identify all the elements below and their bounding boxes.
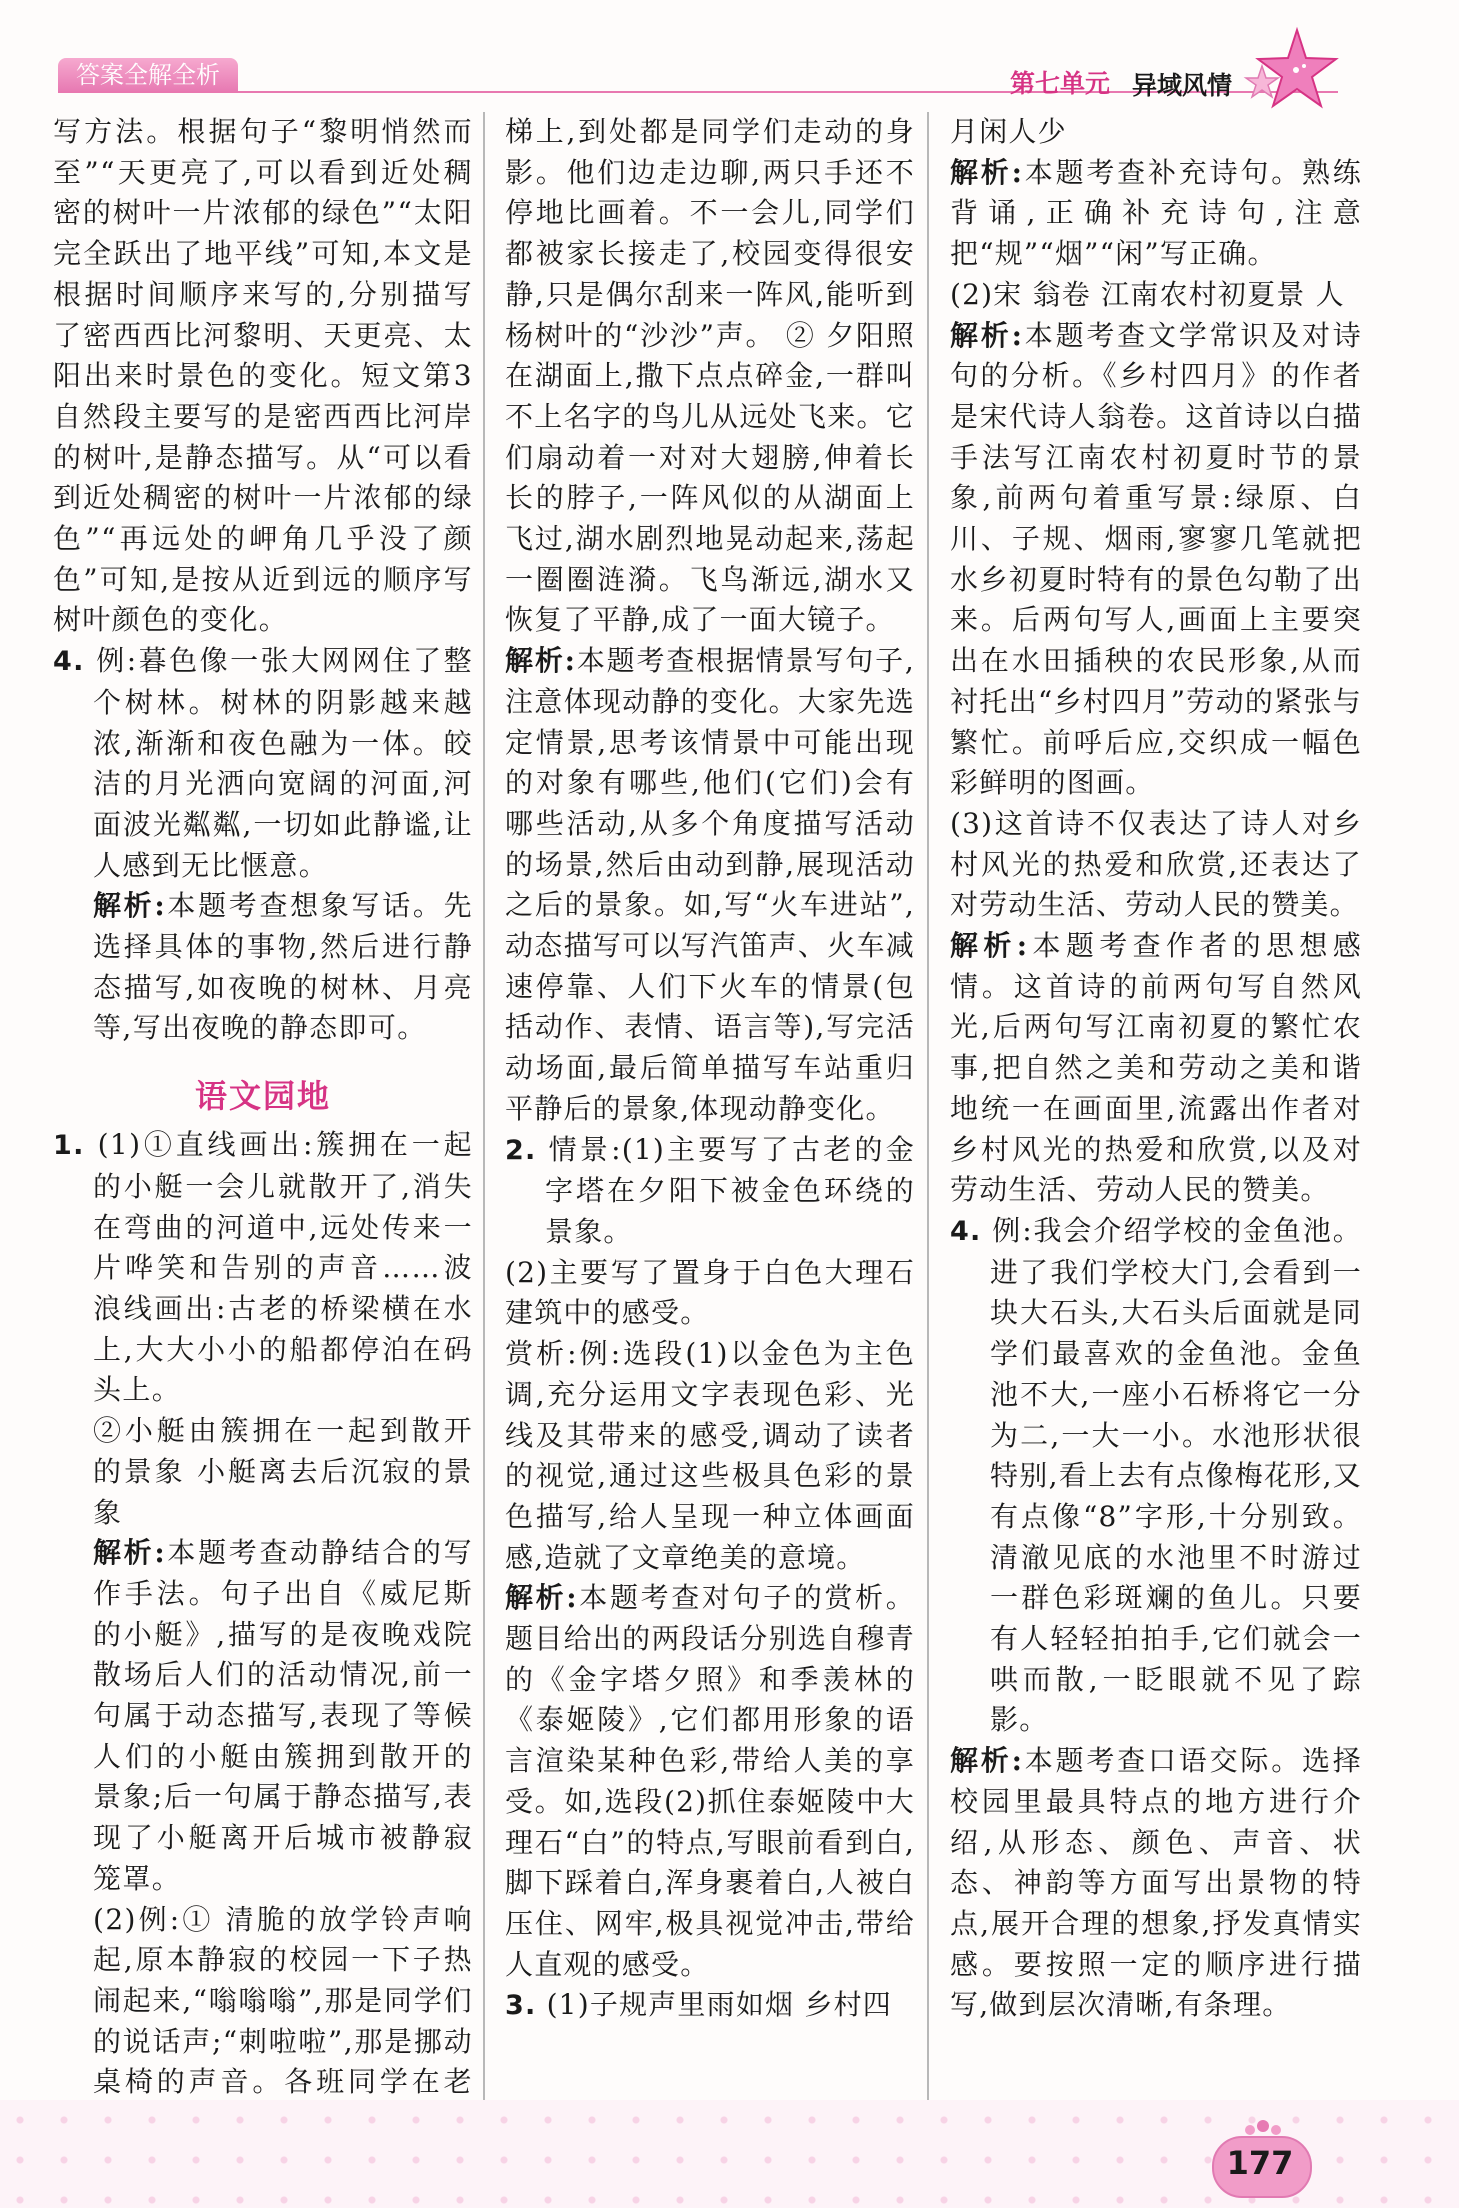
analysis-s1 [53, 1533, 473, 1899]
analysis-label: 解析: [93, 1536, 167, 1570]
question-number: 1. [53, 1130, 85, 1162]
page-number: 177 [1226, 2144, 1294, 2182]
answer-s1-part3: (2)例:① 清脆的放学铃声响起,原本静寂的校园一下子热闹起来,“嗡嗡嗡”,那是同学们的说话声;“刺啦啦”,那是挪动桌椅的声音。各班同学在老 [93, 1902, 473, 2099]
answer-s1-part2: ②小艇由簇拥在一起到散开的景象 小艇离去后沉寂的景象 [93, 1414, 473, 1529]
analysis-3-2 [950, 316, 1362, 804]
answer-4 [53, 641, 473, 886]
section-title: 语文园地 [194, 1077, 331, 1116]
analysis-s1-2 [505, 641, 915, 1129]
analysis-text: 本题考查想象写话。先选择具体的事物,然后进行静态描写,如夜晚的树林、月亮等,写出夜晚的静态即可。 [93, 889, 473, 1045]
question-number: 3. [505, 1990, 537, 2022]
question-number: 4. [53, 646, 85, 678]
decorative-dots-icon [1238, 2118, 1288, 2138]
analysis-2 [505, 1578, 915, 1985]
answer-s1 [53, 1125, 473, 1411]
column-middle [505, 112, 915, 2027]
page-header [0, 0, 1459, 110]
answer-text: (1)子规声里雨如烟 乡村四 [546, 1988, 892, 2022]
column-right [950, 112, 1362, 2026]
answer-text: (1)①直线画出:簇拥在一起的小艇一会儿就散开了,消失在弯曲的河道中,远处传来一片哗笑和告别的声音……波浪线画出:古老的桥梁横在水上,大大小小的船都停泊在码头上。 [93, 1128, 473, 1407]
analysis-label: 解析: [950, 155, 1024, 189]
star-icon [1242, 26, 1342, 116]
answer-3-2: (2)宋 翁卷 江南农村初夏景 人 [950, 277, 1345, 311]
column-left [53, 112, 473, 2184]
unit-title: 异域风情 [1132, 71, 1233, 100]
paragraph-continuation: 月闲人少 [950, 115, 1067, 148]
header-tab: 答案全解全析 [58, 58, 238, 92]
paragraph-continuation: 写方法。根据句子“黎明悄然而至”“天更亮了,可以看到近处稠密的树叶一片浓郁的绿色”“太阳完全跃出了地平线”可知,本文是根据时间顺序来写的,分别描写了密西西比河黎明、天更亮、太阳出来时景色的变化。短文第3自然段主要写的是密西西比河岸的树叶,是静态描写。从“可以看到近处稠密的树叶一片浓郁的绿色”“再远处的岬角几乎没了颜色”可知,是按从近到远的顺序写树叶颜色的变化。 [53, 115, 473, 637]
answer-text: 例:我会介绍学校的金鱼池。进了我们学校大门,会看到一块大石头,大石头后面就是同学们最喜欢的金鱼池。金鱼池不大,一座小石桥将它一分为二,一大一小。水池形状很特别,看上去有点像梅花形,又有点像“8”字形,十分别致。清澈见底的水池里不时游过一群色彩斑斓的鱼儿。只要有人轻轻拍拍手,它们就会一哄而散,一眨眼就不见了踪影。 [990, 1213, 1362, 1737]
analysis-text: 本题考查补充诗句。熟练背诵,正确补充诗句,注意把“规”“烟”“闲”写正确。 [950, 155, 1363, 271]
answer-text: 情景:(1)主要写了古老的金字塔在夕阳下被金色环绕的景象。 [545, 1132, 915, 1248]
unit-label: 第七单元 [1010, 69, 1111, 98]
answer-2-part2: (2)主要写了置身于白色大理石建筑中的感受。 [505, 1255, 915, 1330]
analysis-3-1 [950, 153, 1362, 275]
paragraph-continuation: 梯上,到处都是同学们走动的身影。他们边走边聊,两只手还不停地比画着。不一会儿,同学们都被家长接走了,校园变得很安静,只是偶尔刮来一阵风,能听到杨树叶的“沙沙”声。 ② 夕阳照在湖面上,撒下点点碎金,一群叫不上名字的鸟儿从远处飞来。它们扇动着一对对大翅膀,伸着长长的脖子,一阵风似的从湖面上飞过,湖水剧烈地晃动起来,荡起一圈圈涟漪。飞鸟渐远,湖水又恢复了平静,成了一面大镜子。 [505, 115, 915, 637]
analysis-text: 本题考查作者的思想感情。这首诗的前两句写自然风光,后两句写江南初夏的繁忙农事,把自然之美和劳动之美和谐地统一在画面里,流露出作者对乡村风光的热爱和欣赏,以及对劳动生活、劳动人民的赞美。 [950, 929, 1362, 1207]
column-divider-2 [927, 112, 929, 2110]
analysis-4b [950, 1741, 1362, 2026]
answer-4b [950, 1211, 1362, 1741]
answer-2-part3: 赏析:例:选段(1)以金色为主色调,充分运用文字表现色彩、光线及其带来的感受,调动了读者的视觉,通过这些极具色彩的景色描写,给人呈现一种立体画面感,造就了文章绝美的意境。 [505, 1337, 915, 1574]
question-number: 2. [505, 1134, 537, 1166]
analysis-3-3 [950, 926, 1362, 1211]
analysis-label: 解析: [93, 889, 167, 923]
answer-2 [505, 1130, 915, 1253]
analysis-4 [53, 886, 473, 1049]
analysis-label: 解析: [950, 929, 1029, 963]
answer-3 [505, 1985, 915, 2027]
analysis-label: 解析: [505, 1581, 578, 1615]
analysis-text: 本题考查文学常识及对诗句的分析。《乡村四月》的作者是宋代诗人翁卷。这首诗以白描手法写江南农村初夏时节的景象,前两句着重写景:绿原、白川、子规、烟雨,寥寥几笔就把水乡初夏时特有的景色勾勒了出来。后两句写人,画面上主要突出在水田插秧的农民形象,从而衬托出“乡村四月”劳动的紧张与繁忙。前呼后应,交织成一幅色彩鲜明的图画。 [950, 318, 1363, 800]
answer-text: 例:暮色像一张大网网住了整个树林。树林的阴影越来越浓,渐渐和夜色融为一体。皎洁的月光洒向宽阔的河面,河面波光粼粼,一切如此静谧,让人感到无比惬意。 [93, 644, 473, 882]
analysis-text: 本题考查动静结合的写作手法。句子出自《威尼斯的小艇》,描写的是夜晚戏院散场后人们的活动情况,前一句属于动态描写,表现了等候人们的小艇由簇拥到散开的景象;后一句属于静态描写,表现了小艇离开后城市被静寂笼罩。 [93, 1536, 473, 1895]
question-number: 4. [950, 1215, 982, 1247]
analysis-label: 解析: [950, 1744, 1024, 1778]
analysis-label: 解析: [950, 318, 1024, 352]
column-divider-1 [483, 112, 485, 2110]
analysis-text: 本题考查对句子的赏析。题目给出的两段话分别选自穆青的《金字塔夕照》和季羡林的《泰姬陵》,它们都用形象的语言渲染某种色彩,带给人美的享受。如,选段(2)抓住泰姬陵中大理石“白”的特点,写眼前看到白,脚下踩着白,浑身裹着白,人被白压住、网牢,极具视觉冲击,带给人直观的感受。 [505, 1581, 916, 1981]
analysis-text: 本题考查口语交际。选择校园里最具特点的地方进行介绍,从形态、颜色、声音、状态、神韵等方面写出景物的特点,展开合理的想象,抒发真情实感。要按照一定的顺序进行描写,做到层次清晰,有条理。 [950, 1744, 1363, 2022]
analysis-text: 本题考查根据情景写句子,注意体现动静的变化。大家先选定情景,思考该情景中可能出现的对象有哪些,他们(它们)会有哪些活动,从多个角度描写活动的场景,然后由动到静,展现活动之后的景象。如,写“火车进站”,动态描写可以写汽笛声、火车减速停靠、人们下火车的情景(包括动作、表情、语言等),写完活动场面,最后简单描写车站重归平静后的景象,体现动静变化。 [505, 644, 915, 1125]
analysis-label: 解析: [505, 644, 577, 678]
answer-3-3: (3)这首诗不仅表达了诗人对乡村风光的热爱和欣赏,还表达了对劳动生活、劳动人民的赞美。 [950, 806, 1362, 922]
